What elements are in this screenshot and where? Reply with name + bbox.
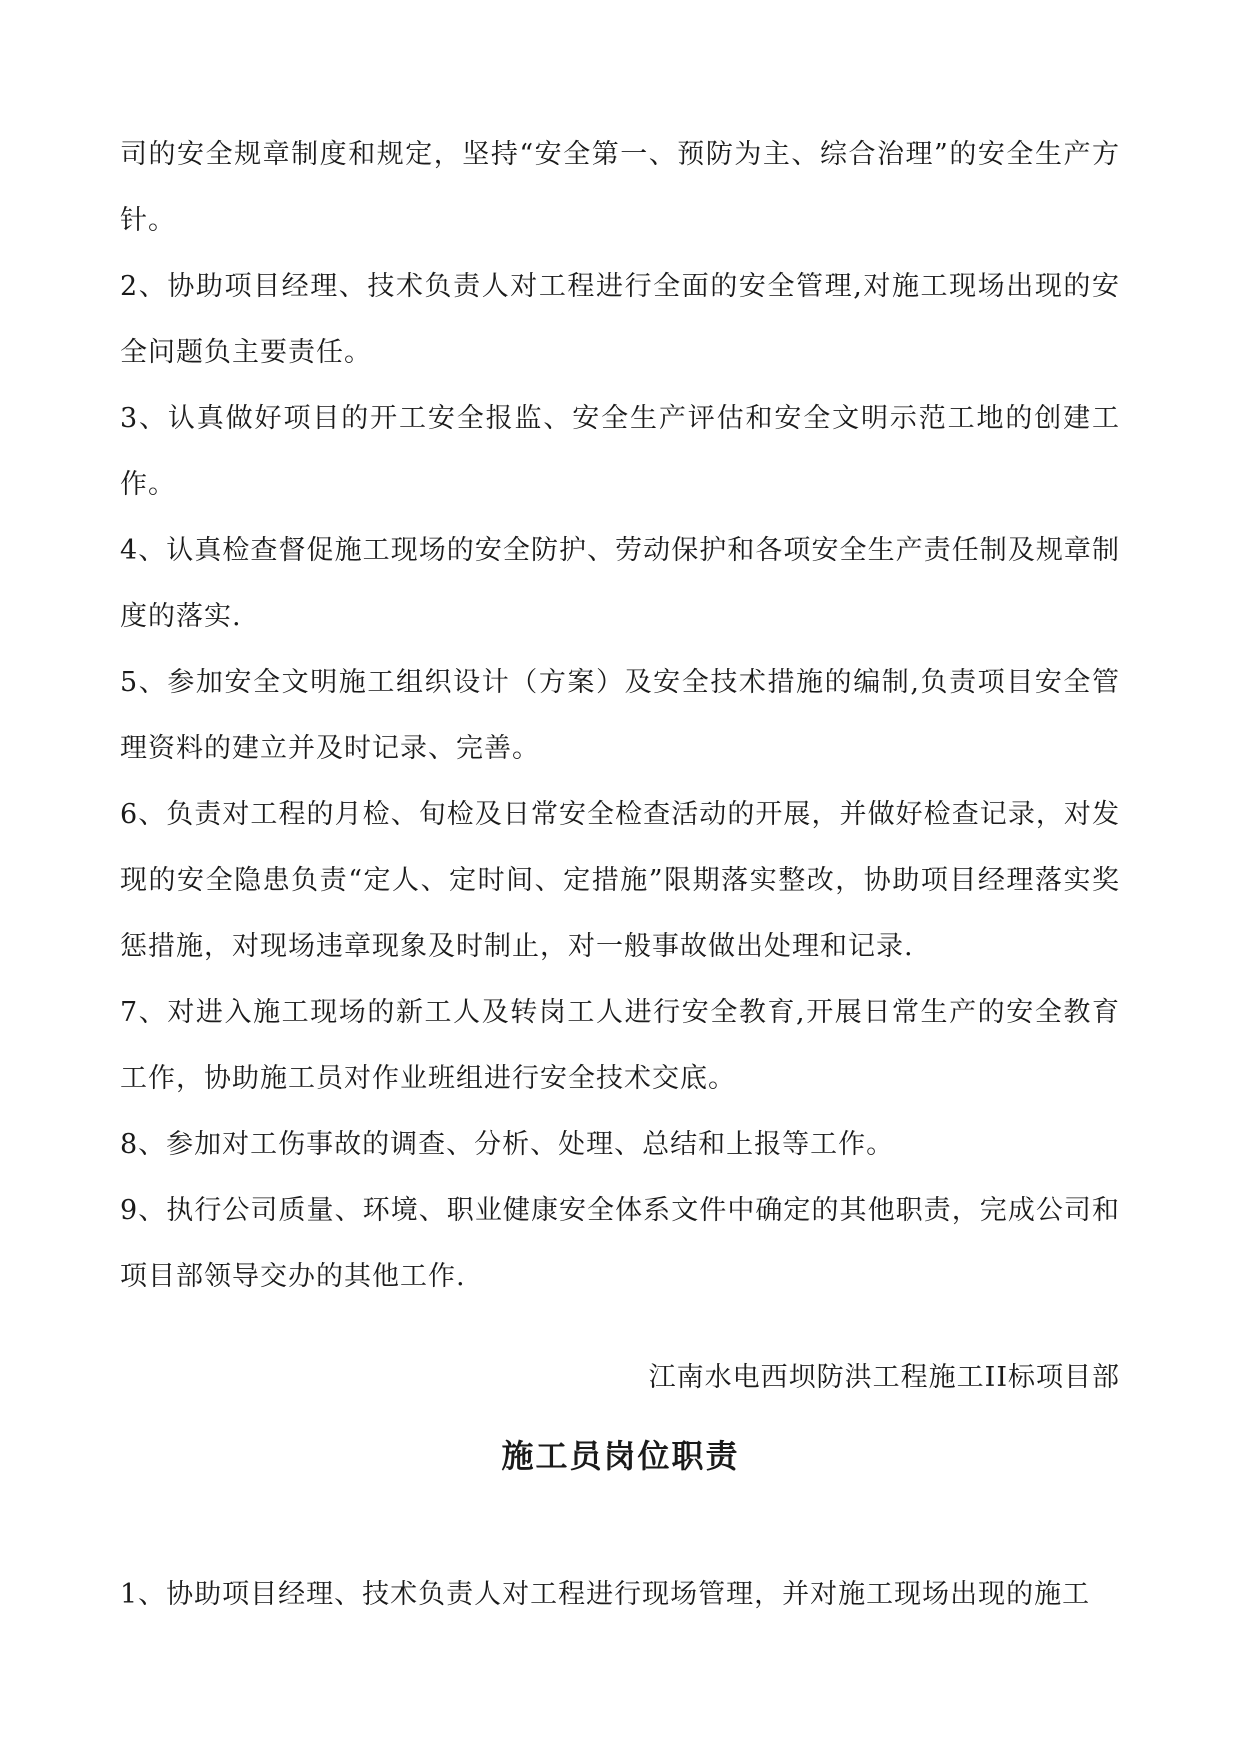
paragraph-item-7: 7、对进入施工现场的新工人及转岗工人进行安全教育,开展日常生产的安全教育工作，协助施工员对作业班组进行安全技术交底。 [120, 997, 1120, 1094]
paragraph-item-3: 3、认真做好项目的开工安全报监、安全生产评估和安全文明示范工地的创建工作。 [120, 403, 1120, 500]
section-paragraph-item-1: 1、协助项目经理、技术负责人对工程进行现场管理，并对施工现场出现的施工 [120, 1579, 1091, 1610]
paragraph-intro-continued: 司的安全规章制度和规定，坚持“安全第一、预防为主、综合治理”的安全生产方针。 [120, 139, 1120, 236]
paragraph-item-9: 9、执行公司质量、环境、职业健康安全体系文件中确定的其他职责，完成公司和项目部领导交办的其他工作. [120, 1195, 1120, 1292]
section-title: 施工员岗位职责 [501, 1437, 740, 1475]
paragraph-item-6: 6、负责对工程的月检、旬检及日常安全检查活动的开展，并做好检查记录，对发现的安全隐患负责“定人、定时间、定措施”限期落实整改，协助项目经理落实奖惩措施，对现场违章现象及时制止，对一般事故做出处理和记录. [120, 799, 1120, 962]
paragraph-item-2: 2、协助项目经理、技术负责人对工程进行全面的安全管理,对施工现场出现的安全问题负主要责任。 [120, 271, 1120, 368]
signature-line: 江南水电西坝防洪工程施工II标项目部 [648, 1362, 1120, 1393]
paragraph-item-4: 4、认真检查督促施工现场的安全防护、劳动保护和各项安全生产责任制及规章制度的落实. [120, 535, 1120, 632]
paragraph-item-8: 8、参加对工伤事故的调查、分析、处理、总结和上报等工作。 [120, 1129, 895, 1160]
paragraph-item-5: 5、参加安全文明施工组织设计（方案）及安全技术措施的编制,负责项目安全管理资料的建立并及时记录、完善。 [120, 667, 1120, 764]
